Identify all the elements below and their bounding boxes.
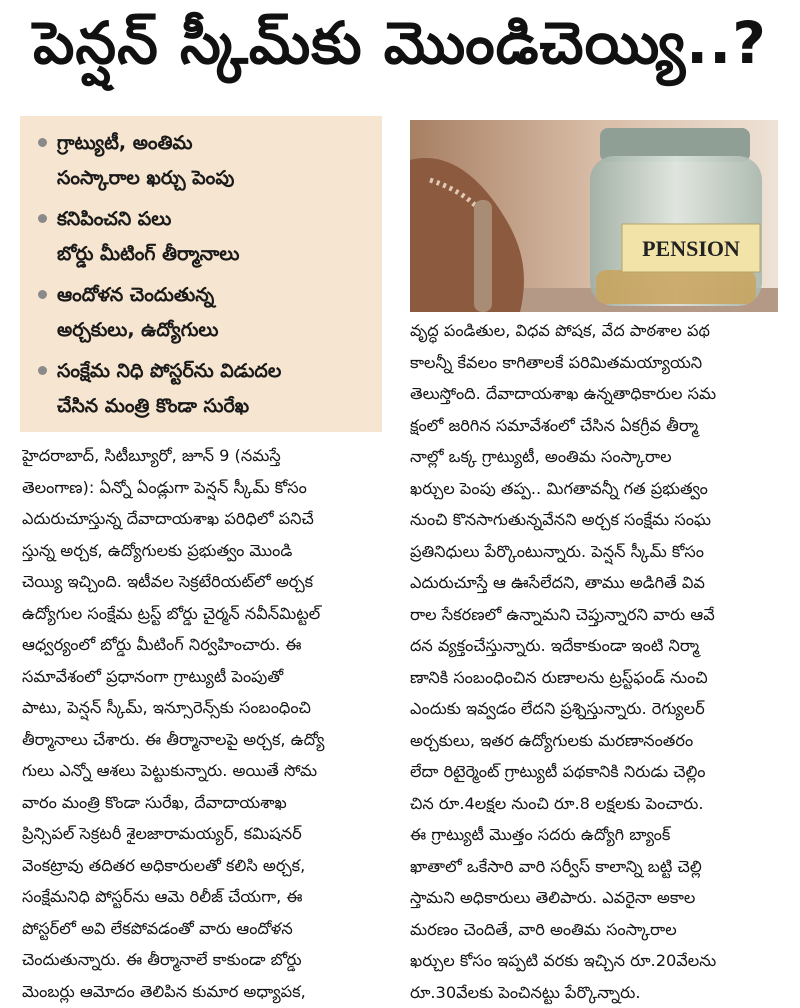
article-line: ఖర్చుల కోసం ఇప్పటి వరకు ఇచ్చిన రూ.20వేలను [410,945,782,977]
article-line: ఎదురుచూస్తే ఆ ఊసేలేదని, తాము అడిగితే వివ [410,567,782,599]
walking-stick [474,200,492,312]
article-line: తెలంగాణ): ఏన్నో ఏండ్లుగా పెన్షన్ స్కీమ్ కోసం [22,472,382,504]
article-line: చిన రూ.4లక్షల నుంచి రూ.8 లక్షలకు పెంచారు. [410,788,782,820]
article-line: లేదా రిటైర్మెంట్ గ్రాట్యుటీ పథకానికి నిరుడు చెల్లిం [410,756,782,788]
highlights-box [20,116,382,432]
article-line: తీర్మానాలు చేశారు. ఈ తీర్మానాలపై అర్చక, ఉద్యో [22,724,382,756]
highlight-item [38,202,368,272]
article-line: ఈ గ్రాట్యుటీ మొత్తం సదరు ఉద్యోగి బ్యాంక్ [410,819,782,851]
article-line: ఆధ్వర్యంలో బోర్డు మీటింగ్ నిర్వహించారు. ఈ [22,629,382,661]
headline: పెన్షన్ స్కీమ్‌కు మొండిచెయ్యి..? [0,0,800,100]
article-line: ఉద్యోగుల సంక్షేమ ట్రస్ట్ బోర్డు చైర్మన్ నవీన్‌మిట్టల్ [22,598,382,630]
highlight-item [38,354,368,424]
article-line: దన వ్యక్తంచేస్తున్నారు. ఇదేకాకుండా ఇంటి నిర్మా [410,630,782,662]
article-line: పాటు, పెన్షన్ స్కీమ్, ఇన్సూరెన్స్‌కు సంబంధించి [22,692,382,724]
article-line: రాల సేకరణలో ఉన్నామని చెప్తున్నారని వారు ఆవే [410,599,782,631]
bullet-icon [38,290,47,299]
article-line: ఖర్చుల పెంపు తప్ప.. మిగతావన్నీ గత ప్రభుత్వం [410,473,782,505]
article-line: సంక్షేమనిధి పోస్టర్‌ను ఆమె రిలీజ్ చేయగా, ఈ [22,881,382,913]
article-line: చెయ్యి ఇచ్చింది. ఇటీవల సెక్రటేరియట్‌లో అర్చక [22,566,382,598]
highlight-text: గ్రాట్యుటీ, అంతిమ సంస్కారాల ఖర్చు పెంపు [57,126,234,196]
article-line: చెందుతున్నారు. ఈ తీర్మానాలే కాకుండా బోర్డు [22,944,382,976]
coins-in-jar [596,270,756,304]
pension-jar-illustration [410,120,778,312]
article-line: ఎందుకు ఇవ్వడం లేదని ప్రశ్నిస్తున్నారు. రెగ్యులర్ [410,693,782,725]
article-line: నుంచి కొనసాగుతున్నవేనని అర్చక సంక్షేమ సంఘ [410,504,782,536]
article-line: అర్చకులు, ఇతర ఉద్యోగులకు మరణానంతరం [410,725,782,757]
article-line: స్తామని అధికారులు తెలిపారు. ఎవరైనా అకాల [410,882,782,914]
article-line: వారం మంత్రి కొండా సురేఖ, దేవాదాయశాఖ [22,787,382,819]
article-line: హైదరాబాద్, సిటీబ్యూరో, జూన్ 9 (నమస్తే [22,440,382,472]
highlight-text: సంక్షేమ నిధి పోస్టర్‌ను విడుదల చేసిన మంత్రి కొండా సురేఖ [57,354,281,424]
article-line: ఎదురుచూస్తున్న దేవాదాయశాఖ పరిధిలో పనిచే [22,503,382,535]
article-line: ఖాతాలో ఒకేసారి వారి సర్వీస్ కాలాన్ని బట్టి చెల్లి [410,851,782,883]
article-line: క్షంలో జరిగిన సమావేశంలో చేసిన ఏకగ్రీవ తీర్మా [410,410,782,442]
jar-label-text: PENSION [642,236,740,261]
article-line: పోస్టర్‌లో అవి లేకపోవడంతో వారు ఆందోళన [22,913,382,945]
bullet-icon [38,366,47,375]
article-line: తెలుస్తోంది. దేవాదాయశాఖ ఉన్నతాధికారుల సమ [410,378,782,410]
article-line: వెంకట్రావు తదితర అధికారులతో కలిసి అర్చక, [22,850,382,882]
bullet-icon [38,138,47,147]
highlight-item [38,278,368,348]
pension-jar-photo [410,120,778,312]
article-line: వృద్ధ పండితుల, విధవ పోషక, వేద పాఠశాల పథ [410,315,782,347]
highlight-item [38,126,368,196]
article-line: సమావేశంలో ప్రధానంగా గ్రాట్యుటీ పెంపుతో [22,661,382,693]
article-line: ణానికి సంబంధించిన రుణాలను ట్రస్ట్‌ఫండ్ నుంచి [410,662,782,694]
article-left-column [22,440,382,1007]
article-line: ప్రతినిధులు పేర్కొంటున్నారు. పెన్షన్ స్కీమ్ కోసం [410,536,782,568]
article-right-column [410,315,782,1008]
highlight-text: ఆందోళన చెందుతున్న అర్చకులు, ఉద్యోగులు [57,278,218,348]
article-line: కాలన్నీ కేవలం కాగితాలకే పరిమితమయ్యాయని [410,347,782,379]
article-line: నాల్లో ఒక్క గ్రాట్యుటీ, అంతిమ సంస్కారాల [410,441,782,473]
article-line: గులు ఎన్నో ఆశలు పెట్టుకున్నారు. అయితే సోమ [22,755,382,787]
article-line: స్తున్న అర్చక, ఉద్యోగులకు ప్రభుత్వం మొండి [22,535,382,567]
article-line: ప్రిన్సిపల్ సెక్రటరీ శైలజారామయ్యర్, కమిషనర్ [22,818,382,850]
article-line: రూ.30వేలకు పెంచినట్టు పేర్కొన్నారు. [410,977,782,1008]
highlight-text: కనిపించని పలు బోర్డు మీటింగ్ తీర్మానాలు [57,202,239,272]
bullet-icon [38,214,47,223]
article-line: మరణం చెందితే, వారి అంతిమ సంస్కారాల [410,914,782,946]
article-line: మెంబర్లు ఆమోదం తెలిపిన కుమార అధ్యాపక, [22,976,382,1008]
